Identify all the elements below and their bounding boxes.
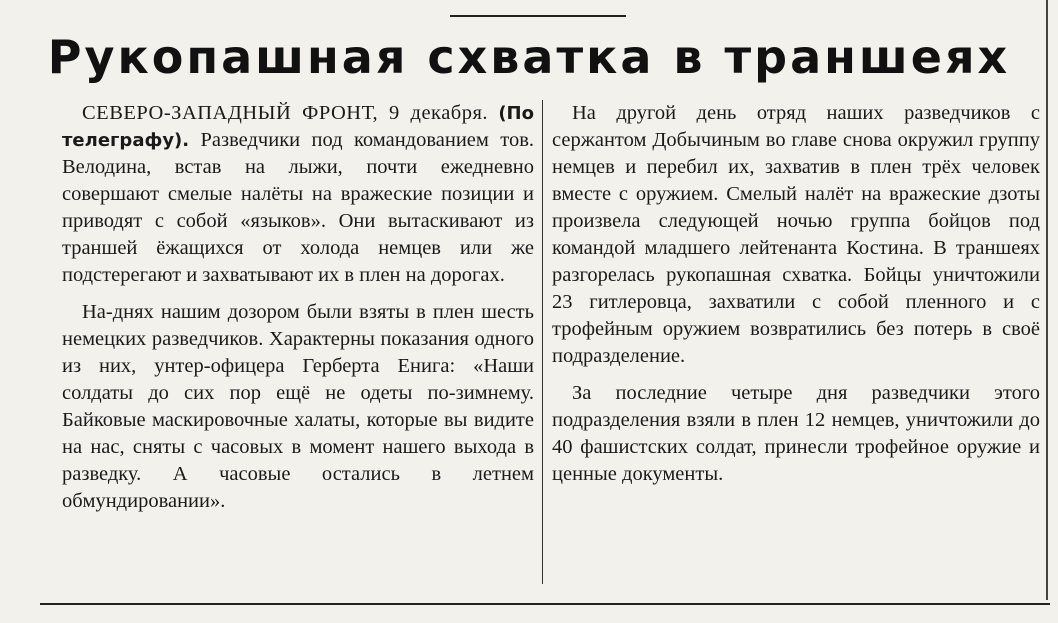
page-edge-rule xyxy=(1046,0,1048,600)
top-rule xyxy=(450,15,626,17)
column-divider xyxy=(542,100,543,584)
left-paragraph-2: На-днях нашим дозором были взяты в плен шесть немецких разведчиков. Характерны показания одного из них, унтер-офицера Герберта Енига: «Наши солдаты до сих пор ещё не одеты по-зимнему. Байковые маскировочные халаты, которые вы видите на нас, сняты с часовых в момент нашего выхода в разведку. А часовые остались в летнем обмундировании». xyxy=(62,301,534,512)
right-paragraph-1: На другой день отряд наших разведчиков с сержантом Добычиным во главе снова окружил группу немцев и перебил их, захватив в плен трёх человек вместе с оружием. Смелый налёт на вражеские дзоты произвела следующей ночью группа бойцов под командой младшего лейтенанта Костина. В траншеях разгорелась рукопашная схватка. Бойцы уничтожили 23 гитлеровца, захватили с собой пленного и с трофейным оружием возвратились без потерь в своё подразделение. xyxy=(552,102,1040,367)
dateline: СЕВЕРО-ЗАПАДНЫЙ ФРОНТ, 9 декабря. xyxy=(82,102,489,124)
left-paragraph-1-text: Разведчики под командованием тов. Велодина, встав на лыжи, почти ежедневно совершают смелые налёты на вражеские позиции и приводят с собой «языков». Они вытаскивают из траншей ёжащихся от холода немцев или же подстерегают и захватывают их в плен на дорогах. xyxy=(62,129,534,286)
right-paragraph-2: За последние четыре дня разведчики этого подразделения взяли в плен 12 немцев, уничтожили до 40 фашистских солдат, принесли трофейное оружие и ценные документы. xyxy=(552,382,1040,485)
bottom-rule xyxy=(40,603,1050,605)
left-column xyxy=(62,100,534,515)
article-headline: Рукопашная схватка в траншеях xyxy=(47,30,1011,84)
right-column xyxy=(552,100,1040,488)
left-paragraph-1 xyxy=(62,100,534,289)
byline: (По телеграфу). xyxy=(62,103,534,151)
